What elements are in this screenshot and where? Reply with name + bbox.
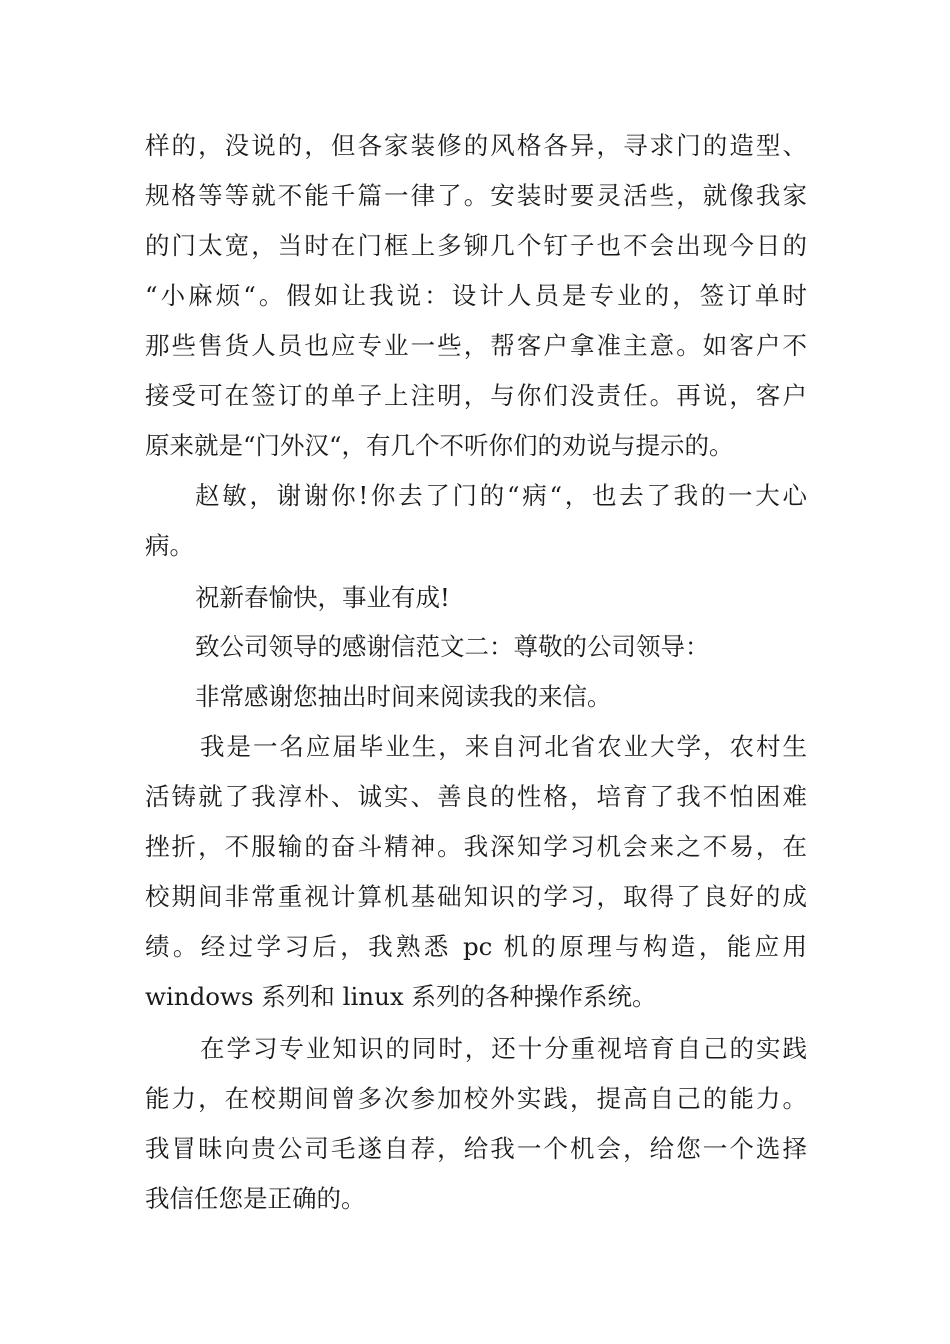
text-line-19: 在学习专业知识的同时，还十分重视培育自己的实践 xyxy=(200,1034,807,1063)
text-line-1: 样的，没说的，但各家装修的风格各异，寻求门的造型、 xyxy=(145,131,807,160)
body-text-7 xyxy=(145,421,807,470)
text-line-9: 病。 xyxy=(145,531,194,560)
text-line-8: 赵敏，谢谢你!你去了门的“病“，也去了我的一大心 xyxy=(195,481,807,510)
text-line-18: windows 系列和 linux 系列的各种操作系统。 xyxy=(145,982,657,1011)
text-line-6: 接受可在签订的单子上注明，与你们没责任。再说，客户 xyxy=(145,381,807,410)
text-line-22: 我信任您是正确的。 xyxy=(145,1184,366,1213)
text-line-12: 非常感谢您抽出时间来阅读我的来信。 xyxy=(195,682,612,711)
text-line-5: 那些售货人员也应专业一些，帮客户拿准主意。如客户不 xyxy=(145,331,807,360)
paragraph-zhao-min-cont xyxy=(145,521,807,570)
greeting-line xyxy=(195,573,807,622)
body-text-6 xyxy=(145,371,807,420)
text-line-13: 我是一名应届毕业生，来自河北省农业大学，农村生 xyxy=(200,732,807,761)
body-text xyxy=(145,121,807,170)
text-line-4: “小麻烦“。假如让我说：设计人员是专业的，签订单时 xyxy=(145,281,807,310)
text-line-3: 的门太宽，当时在门框上多铆几个钉子也不会出现今日的 xyxy=(145,231,807,260)
paragraph-intro-first xyxy=(200,722,807,771)
text-line-11: 致公司领导的感谢信范文二：尊敬的公司领导： xyxy=(195,632,710,661)
paragraph-practice-4 xyxy=(145,1174,807,1223)
text-line-2: 规格等等就不能千篇一律了。安装时要灵活些，就像我家 xyxy=(145,181,807,210)
text-line-16: 校期间非常重视计算机基础知识的学习，取得了良好的成 xyxy=(145,882,807,911)
paragraph-practice-3 xyxy=(145,1124,807,1173)
letter-two-heading xyxy=(195,622,807,671)
body-text-2 xyxy=(145,171,807,220)
body-text-5 xyxy=(145,321,807,370)
text-line-10: 祝新春愉快，事业有成! xyxy=(195,583,450,612)
body-text-3 xyxy=(145,221,807,270)
text-line-17: 绩。经过学习后，我熟悉 pc 机的原理与构造，能应用 xyxy=(145,932,807,961)
paragraph-intro-6 xyxy=(145,972,807,1021)
body-text-4 xyxy=(145,271,807,320)
paragraph-intro-5 xyxy=(145,922,807,971)
paragraph-practice-2 xyxy=(145,1074,807,1123)
paragraph-practice-first xyxy=(200,1024,807,1073)
paragraph-intro-4 xyxy=(145,872,807,921)
text-line-21: 我冒昧向贵公司毛遂自荐，给我一个机会，给您一个选择 xyxy=(145,1134,807,1163)
text-line-20: 能力，在校期间曾多次参加校外实践，提高自己的能力。 xyxy=(145,1084,807,1113)
thanks-line xyxy=(195,672,807,721)
text-line-14: 活铸就了我淳朴、诚实、善良的性格，培育了我不怕困难 xyxy=(145,782,807,811)
paragraph-intro-3 xyxy=(145,822,807,871)
paragraph-intro-2 xyxy=(145,772,807,821)
paragraph-zhao-min xyxy=(195,471,807,520)
text-line-7: 原来就是“门外汉“，有几个不听你们的劝说与提示的。 xyxy=(145,431,734,460)
text-line-15: 挫折，不服输的奋斗精神。我深知学习机会来之不易，在 xyxy=(145,832,807,861)
